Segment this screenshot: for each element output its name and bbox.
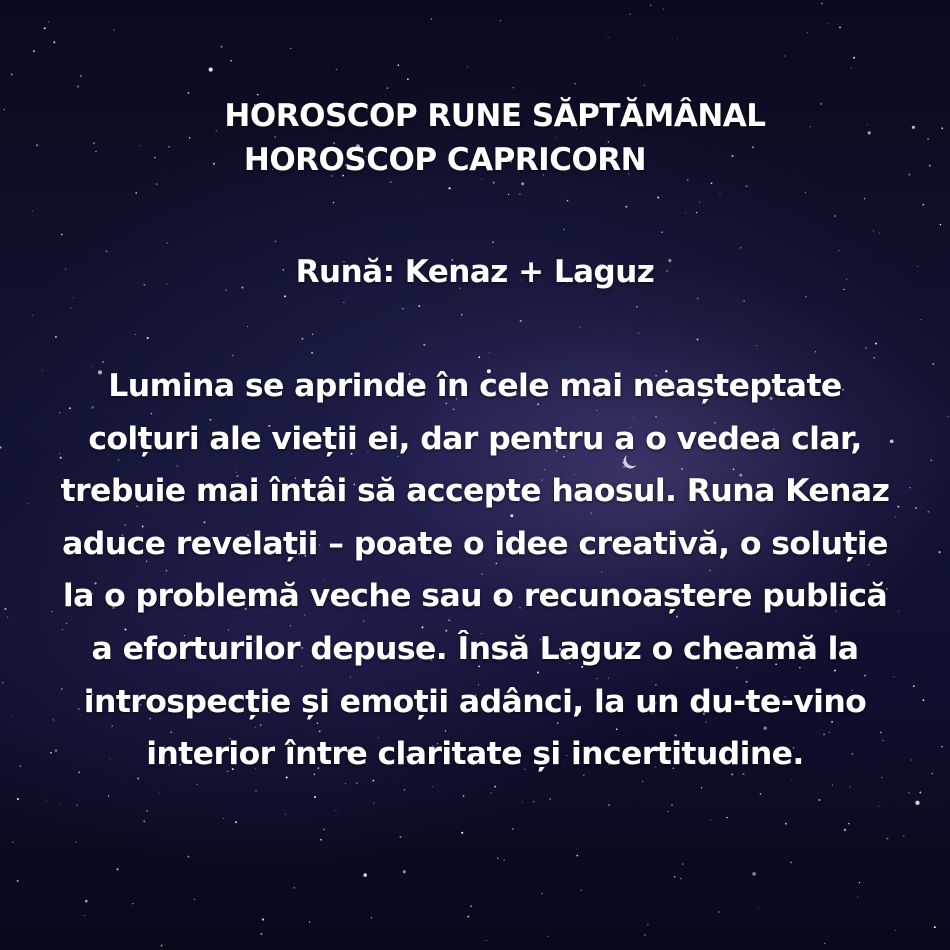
star (805, 192, 806, 193)
star (520, 320, 522, 322)
star (663, 9, 664, 10)
star (674, 876, 675, 877)
star (923, 699, 925, 701)
star (701, 787, 702, 788)
star (647, 924, 648, 925)
star (492, 241, 494, 243)
star (461, 832, 463, 834)
star (818, 799, 820, 801)
star (309, 921, 310, 922)
star (59, 803, 60, 804)
star (930, 459, 932, 461)
star (834, 215, 836, 217)
star (399, 836, 401, 838)
star (630, 14, 631, 15)
star (848, 823, 850, 825)
star (116, 868, 118, 870)
star (235, 821, 237, 823)
star (947, 416, 948, 417)
star (873, 231, 874, 232)
star (255, 790, 257, 792)
star (563, 229, 564, 230)
star (859, 882, 860, 883)
star (497, 857, 499, 859)
star (77, 85, 79, 87)
star (849, 786, 850, 787)
star (922, 204, 924, 206)
star (878, 806, 879, 807)
star (897, 506, 899, 508)
star (53, 719, 54, 720)
star (875, 343, 877, 345)
star (146, 810, 148, 812)
star (197, 784, 198, 785)
star (932, 363, 934, 365)
star (42, 370, 43, 371)
star (549, 798, 551, 800)
star (336, 69, 337, 70)
star (147, 337, 149, 339)
star (274, 136, 276, 138)
star (941, 746, 942, 747)
star (33, 50, 35, 52)
star (895, 516, 896, 517)
star (284, 295, 286, 297)
star (275, 240, 277, 242)
star (290, 48, 291, 49)
star (187, 856, 189, 858)
star (371, 917, 372, 918)
star (135, 334, 136, 335)
star (710, 820, 711, 821)
star (521, 182, 524, 185)
star (36, 144, 38, 146)
star (51, 611, 52, 612)
star (404, 789, 405, 790)
star (752, 872, 756, 876)
horoscope-body: Lumina se aprinde în cele mai neașteptate colțuri ale vieții ei, dar pentru a o vedea clar, trebuie mai întâi să accepte haosul. Runa Kenaz aduce revelații – poate o idee creativă, o soluție la o problemă veche sau o recunoaștere publică a eforturilor depuse. Însă Laguz o cheamă la introspecție și emoții adânci, la un du-te-vino interior între claritate și incertitudine. (60, 368, 890, 773)
star (512, 828, 514, 830)
star (625, 206, 627, 208)
star (726, 817, 727, 818)
star (785, 823, 787, 825)
star (390, 181, 392, 183)
star (260, 933, 262, 935)
star (20, 766, 21, 767)
star (699, 202, 700, 203)
star (576, 855, 578, 857)
star (879, 232, 880, 233)
star (491, 792, 492, 793)
star (894, 676, 895, 677)
star (844, 829, 846, 831)
star (48, 21, 49, 22)
star (135, 192, 137, 194)
star (917, 266, 918, 267)
star (548, 936, 549, 937)
star (541, 893, 542, 894)
star (53, 41, 55, 43)
star (638, 333, 640, 335)
star (913, 685, 915, 687)
star (929, 165, 931, 167)
star (912, 126, 915, 129)
star (668, 811, 669, 812)
star (449, 187, 451, 189)
star (927, 511, 929, 513)
star (903, 835, 904, 836)
star (262, 918, 264, 920)
star (478, 356, 480, 358)
star (333, 202, 334, 203)
star (720, 193, 721, 194)
star (363, 873, 367, 877)
star (12, 841, 14, 843)
star (46, 800, 47, 801)
star (2, 682, 3, 683)
star (467, 916, 469, 918)
star (70, 307, 71, 308)
star (696, 212, 697, 213)
star (581, 890, 582, 891)
star (387, 87, 389, 89)
star (910, 487, 911, 488)
star (915, 507, 917, 509)
star (285, 814, 286, 815)
star (167, 242, 168, 243)
star (682, 863, 683, 864)
star (824, 943, 825, 944)
star (915, 801, 919, 805)
star (188, 92, 190, 94)
star (44, 27, 46, 29)
star (608, 37, 609, 38)
star (247, 326, 248, 327)
star (939, 551, 941, 553)
star (494, 786, 496, 788)
star (4, 109, 5, 110)
star (356, 783, 357, 784)
star (908, 792, 910, 794)
star (323, 829, 324, 830)
star (461, 314, 463, 316)
star (608, 804, 610, 806)
star (711, 183, 713, 185)
star (4, 608, 6, 610)
star (697, 297, 699, 299)
star (161, 945, 163, 947)
star (853, 57, 855, 59)
star (0, 446, 2, 448)
star (345, 783, 346, 784)
star (17, 798, 19, 800)
star (756, 345, 757, 346)
star (189, 137, 190, 138)
star (230, 60, 232, 62)
star (418, 305, 420, 307)
star (533, 801, 534, 802)
star (301, 338, 303, 340)
star (677, 39, 678, 40)
star (864, 198, 865, 199)
star (821, 3, 823, 5)
star (55, 750, 57, 752)
star (657, 196, 659, 198)
star (760, 793, 762, 795)
star (746, 185, 748, 187)
star (159, 792, 160, 793)
star (232, 355, 234, 357)
star (343, 302, 344, 303)
star (32, 210, 33, 211)
star (919, 792, 921, 794)
star (567, 200, 569, 202)
star (579, 327, 580, 328)
star (27, 503, 28, 504)
star (934, 926, 936, 928)
star (314, 796, 316, 798)
star (740, 247, 741, 248)
star (500, 20, 501, 21)
star (636, 306, 638, 308)
star (744, 300, 745, 301)
star (194, 899, 196, 901)
star (865, 347, 866, 348)
star (398, 64, 400, 66)
star (784, 56, 785, 57)
star (503, 859, 504, 860)
star (685, 213, 686, 214)
star (73, 297, 74, 298)
star (467, 66, 468, 67)
star (113, 29, 115, 31)
star (223, 818, 224, 819)
star (463, 795, 465, 797)
star (574, 83, 575, 84)
star (873, 357, 875, 359)
star (493, 182, 495, 184)
star (644, 934, 646, 936)
star (671, 804, 673, 806)
star (61, 234, 63, 236)
star (839, 26, 841, 28)
star (7, 616, 8, 617)
star (857, 896, 858, 897)
star (407, 78, 409, 80)
star (898, 611, 899, 612)
star (486, 940, 487, 941)
star (76, 805, 77, 806)
star (75, 841, 76, 842)
star (815, 351, 816, 352)
star (661, 232, 662, 233)
star (851, 68, 852, 69)
star (470, 905, 472, 907)
star (373, 803, 374, 804)
star (80, 75, 82, 77)
star (320, 839, 322, 841)
star (790, 861, 792, 863)
star (432, 786, 433, 787)
title-line-2: HOROSCOP CAPRICORN (243, 142, 647, 178)
star (642, 781, 643, 782)
star (402, 308, 403, 309)
star (886, 838, 888, 840)
star (697, 339, 699, 341)
star (335, 810, 336, 811)
rune-line: Rună: Kenaz + Laguz (295, 254, 655, 290)
star (827, 23, 828, 24)
star (156, 183, 158, 185)
star (423, 344, 425, 346)
star (908, 174, 910, 176)
title-line-1: HOROSCOP RUNE SĂPTĂMÂNAL (224, 98, 766, 134)
star (895, 930, 896, 931)
star (832, 785, 833, 786)
star (941, 127, 943, 129)
star (940, 224, 941, 225)
star (932, 773, 933, 774)
star (519, 193, 520, 194)
star (209, 68, 213, 72)
star (293, 887, 295, 889)
star (489, 352, 490, 353)
star (55, 336, 57, 338)
star (644, 85, 645, 86)
star (508, 194, 509, 195)
star (85, 900, 88, 903)
star (17, 880, 19, 882)
star (522, 802, 523, 803)
star (920, 319, 921, 320)
star (431, 18, 432, 19)
star (143, 820, 145, 822)
star (911, 760, 912, 761)
star (132, 903, 134, 905)
star (513, 87, 514, 88)
star (680, 878, 681, 879)
star (50, 752, 52, 754)
star (650, 5, 651, 6)
star (805, 296, 806, 297)
star (11, 73, 13, 75)
star (718, 911, 719, 912)
star (807, 32, 808, 33)
star (890, 439, 894, 443)
star (312, 334, 313, 335)
star (758, 908, 759, 909)
star (221, 46, 223, 48)
star (108, 795, 109, 796)
star (32, 315, 33, 316)
star (311, 352, 313, 354)
star (555, 137, 556, 138)
star (403, 870, 406, 873)
star (11, 715, 12, 716)
star (84, 915, 85, 916)
star (927, 138, 929, 140)
